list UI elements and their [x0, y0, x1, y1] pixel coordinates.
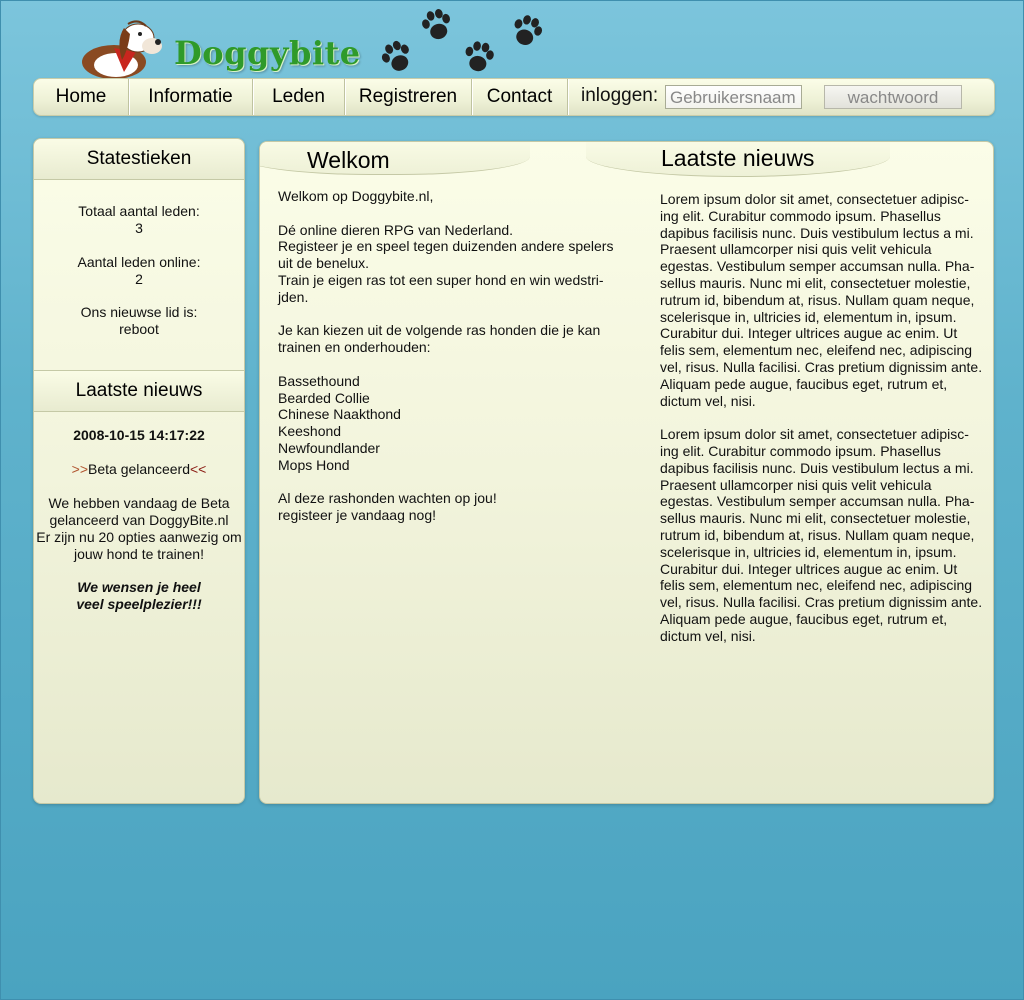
main-news-title: Laatste nieuws — [661, 145, 815, 171]
news-line: Lorem ipsum dolor sit amet, consectetuer adipisc- — [660, 426, 969, 443]
news-line: ing elit. Curabitur commodo ipsum. Phasellus — [660, 207, 941, 224]
news-line: Praesent ullamcorper nisi quis velit vehicula — [660, 476, 932, 493]
welcome-line: Keeshond — [278, 423, 342, 440]
welcome-line: Dé online dieren RPG van Nederland. — [278, 221, 514, 238]
news-line: ing elit. Curabitur commodo ipsum. Phasellus — [660, 442, 941, 459]
welcome-line: registeer je vandaag nog! — [278, 507, 436, 524]
main-panel — [259, 141, 994, 804]
login-label: inloggen: — [581, 85, 659, 106]
nav-registreren[interactable]: Registreren — [345, 79, 472, 115]
news-line: vel, risus. Nulla facilisi. Cras pretium dignissim ante. — [660, 358, 983, 375]
news-line: dapibus facilisis nunc. Duis vestibulum lectus a mi. — [660, 224, 974, 241]
news-closing-line: We wensen je heel — [77, 579, 201, 595]
news-headline-row[interactable] — [34, 461, 244, 478]
news-line: rutrum id, bibendum at, risus. Nullam quam neque, — [660, 526, 975, 543]
news-line: egestas. Vestibulum semper accumsan nulla. Pha- — [660, 258, 975, 275]
news-line: Lorem ipsum dolor sit amet, consectetuer adipisc- — [660, 191, 969, 207]
welcome-line: trainen en onderhouden: — [278, 339, 431, 356]
sidebar-panel — [33, 138, 245, 804]
welcome-line: Al deze rashonden wachten op jou! — [278, 490, 497, 507]
welcome-line: Registeer je en speel tegen duizenden andere spelers — [278, 238, 614, 255]
username-input[interactable]: Gebruikersnaam — [665, 85, 802, 109]
news-line: dictum vel, nisi. — [660, 392, 756, 409]
news-line: sellus mauris. Nunc mi elit, consectetuer molestie, — [660, 510, 971, 527]
welcome-line: Train je eigen ras tot een super hond en win wedstri- — [278, 271, 604, 288]
nav-home[interactable]: Home — [34, 79, 129, 115]
paw-print-icon — [457, 35, 501, 79]
news-closing-line: veel speelplezier!!! — [76, 596, 202, 612]
stats-newest-label: Ons nieuwse lid is: — [80, 304, 198, 320]
site-logo-text[interactable]: Doggybite — [174, 34, 361, 72]
news-line: sellus mauris. Nunc mi elit, consectetuer molestie, — [660, 274, 971, 291]
welcome-line: Je kan kiezen uit de volgende ras honden die je kan — [278, 322, 601, 339]
main-news-text — [660, 191, 992, 645]
news-body-line: gelanceerd van DoggyBite.nl — [49, 512, 229, 528]
news-line: scelerisque in, ultricies id, elementum in, ipsum. — [660, 308, 957, 325]
welcome-line: jden. — [278, 288, 309, 305]
stats-total-value: 3 — [135, 220, 143, 236]
news-line: dictum vel, nisi. — [660, 627, 756, 644]
news-date: 2008-10-15 14:17:22 — [73, 427, 205, 443]
news-line: felis sem, elementum nec, eleifend nec, adipiscing — [660, 577, 973, 594]
news-body-line: We hebben vandaag de Beta — [48, 495, 230, 511]
arrow-right: << — [189, 461, 207, 477]
welcome-line: Bassethound — [278, 372, 360, 389]
welcome-line: Mops Hond — [278, 456, 350, 473]
welcome-line: uit de benelux. — [278, 255, 370, 272]
basset-hound-logo — [74, 10, 164, 80]
news-line: felis sem, elementum nec, eleifend nec, adipiscing — [660, 342, 973, 359]
news-line: vel, risus. Nulla facilisi. Cras pretium dignissim ante. — [660, 594, 983, 611]
arrow-left: >> — [71, 461, 89, 477]
welcome-tab — [259, 141, 530, 175]
stats-title: Statestieken — [34, 139, 244, 180]
news-line: dapibus facilisis nunc. Duis vestibulum lectus a mi. — [660, 459, 974, 476]
stats-online-value: 2 — [135, 271, 143, 287]
news-line: Praesent ullamcorper nisi quis velit vehicula — [660, 241, 932, 258]
stats-total-label: Totaal aantal leden: — [78, 203, 200, 219]
news-line — [660, 409, 992, 426]
welcome-line: Welkom op Doggybite.nl, — [278, 188, 434, 204]
sidebar-news-title: Laatste nieuws — [34, 370, 244, 412]
news-line: rutrum id, bibendum at, risus. Nullam quam neque, — [660, 291, 975, 308]
welcome-title: Welkom — [307, 147, 390, 173]
welcome-line — [278, 474, 638, 491]
news-line: egestas. Vestibulum semper accumsan nulla. Pha- — [660, 493, 975, 510]
welcome-line: Bearded Collie — [278, 389, 370, 406]
main-navbar — [33, 78, 995, 116]
nav-informatie[interactable]: Informatie — [129, 79, 253, 115]
nav-leden[interactable]: Leden — [253, 79, 345, 115]
news-line: Curabitur dui. Integer ultrices augue ac enim. Ut — [660, 325, 958, 342]
news-line: scelerisque in, ultricies id, elementum in, ipsum. — [660, 543, 957, 560]
welcome-line: Newfoundlander — [278, 439, 380, 456]
news-line: Aliquam pede augue, faucibus eget, rutrum et, — [660, 375, 948, 392]
stats-newest-value[interactable]: reboot — [119, 321, 159, 337]
news-body-line: Er zijn nu 20 opties aanwezig om — [36, 529, 242, 545]
welcome-line: Chinese Naakthond — [278, 406, 401, 423]
nav-contact[interactable]: Contact — [472, 79, 568, 115]
welcome-line — [278, 306, 638, 323]
news-headline: Beta gelanceerd — [88, 461, 190, 477]
welcome-line — [278, 356, 638, 373]
news-line: Curabitur dui. Integer ultrices augue ac enim. Ut — [660, 560, 958, 577]
password-input[interactable]: wachtwoord — [824, 85, 962, 109]
welcome-line — [278, 205, 638, 222]
news-line: Aliquam pede augue, faucibus eget, rutrum et, — [660, 610, 948, 627]
stats-online-label: Aantal leden online: — [77, 254, 201, 270]
news-body-line: jouw hond te trainen! — [74, 546, 204, 562]
welcome-text — [278, 188, 638, 524]
